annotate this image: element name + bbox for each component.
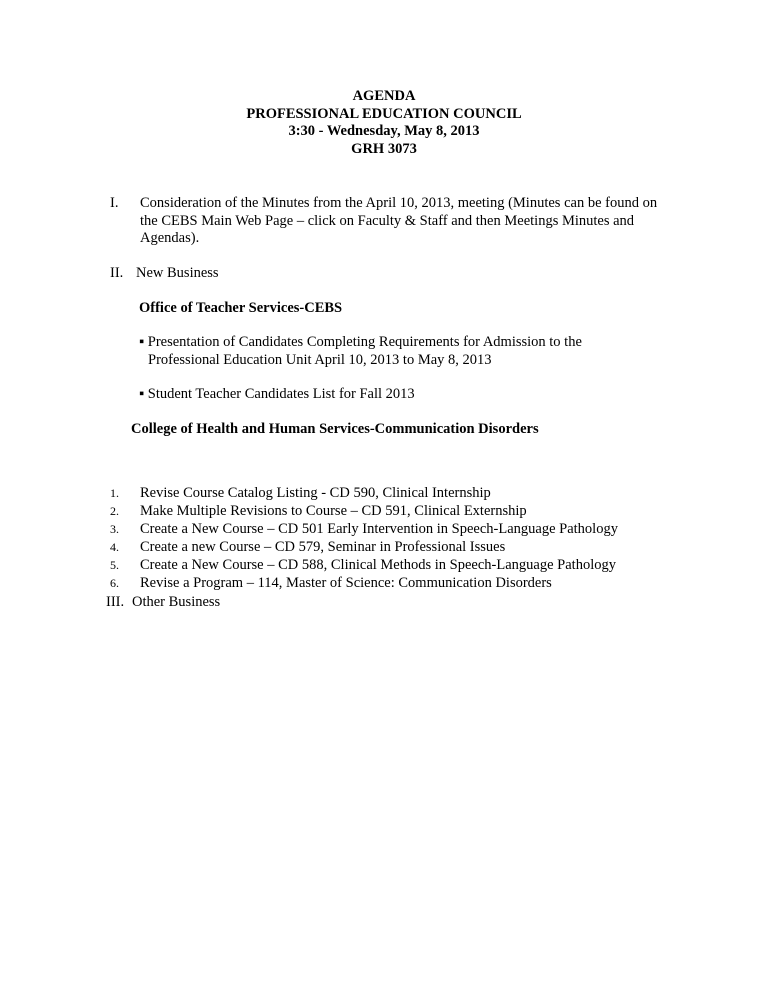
college-of-health-heading: College of Health and Human Services-Communication Disorders — [131, 421, 539, 437]
list-item-number: 1. — [110, 486, 119, 500]
list-item-text: Revise a Program – 114, Master of Science: Communication Disorders — [140, 575, 552, 591]
section-1-number: I. — [110, 195, 119, 211]
list-item-number: 4. — [110, 540, 119, 554]
list-item-text: Create a New Course – CD 501 Early Intervention in Speech-Language Pathology — [140, 521, 618, 537]
office-of-teacher-services-heading: Office of Teacher Services-CEBS — [139, 300, 343, 316]
section-2-title: New Business — [136, 265, 219, 281]
bullet-item — [139, 386, 415, 404]
bullet-item — [139, 334, 582, 369]
list-item-number: 3. — [110, 522, 119, 536]
bullet-item-line: ▪ Student Teacher Candidates List for Fall 2013 — [139, 386, 415, 402]
meeting-datetime: 3:30 - Wednesday, May 8, 2013 — [288, 123, 480, 139]
list-item-text: Revise Course Catalog Listing - CD 590, Clinical Internship — [140, 485, 491, 501]
bullet-item-line: Professional Education Unit April 10, 2013 to May 8, 2013 — [148, 351, 492, 368]
list-item-number: 5. — [110, 558, 119, 572]
section-2-number: II. — [110, 265, 124, 281]
list-item-text: Make Multiple Revisions to Course – CD 591, Clinical Externship — [140, 503, 527, 519]
section-3-title: Other Business — [132, 594, 221, 610]
council-name: PROFESSIONAL EDUCATION COUNCIL — [246, 105, 522, 122]
agenda-title: AGENDA — [352, 88, 416, 104]
list-item-text: Create a new Course – CD 579, Seminar in Professional Issues — [140, 539, 506, 555]
list-item-number: 6. — [110, 576, 119, 590]
section-1-text: Consideration of the Minutes from the April 10, 2013, meeting (Minutes can be found on the CEBS Main Web Page – click on Faculty & Staff and then Meetings Minutes and Agendas). — [140, 195, 658, 246]
list-item-number: 2. — [110, 504, 119, 518]
meeting-location: GRH 3073 — [351, 140, 417, 157]
agenda-header — [0, 88, 768, 158]
list-item-text: Create a New Course – CD 588, Clinical Methods in Speech-Language Pathology — [140, 557, 616, 573]
section-3-number: III. — [106, 594, 125, 610]
bullet-item-line: ▪ Presentation of Candidates Completing Requirements for Admission to the — [139, 334, 582, 350]
